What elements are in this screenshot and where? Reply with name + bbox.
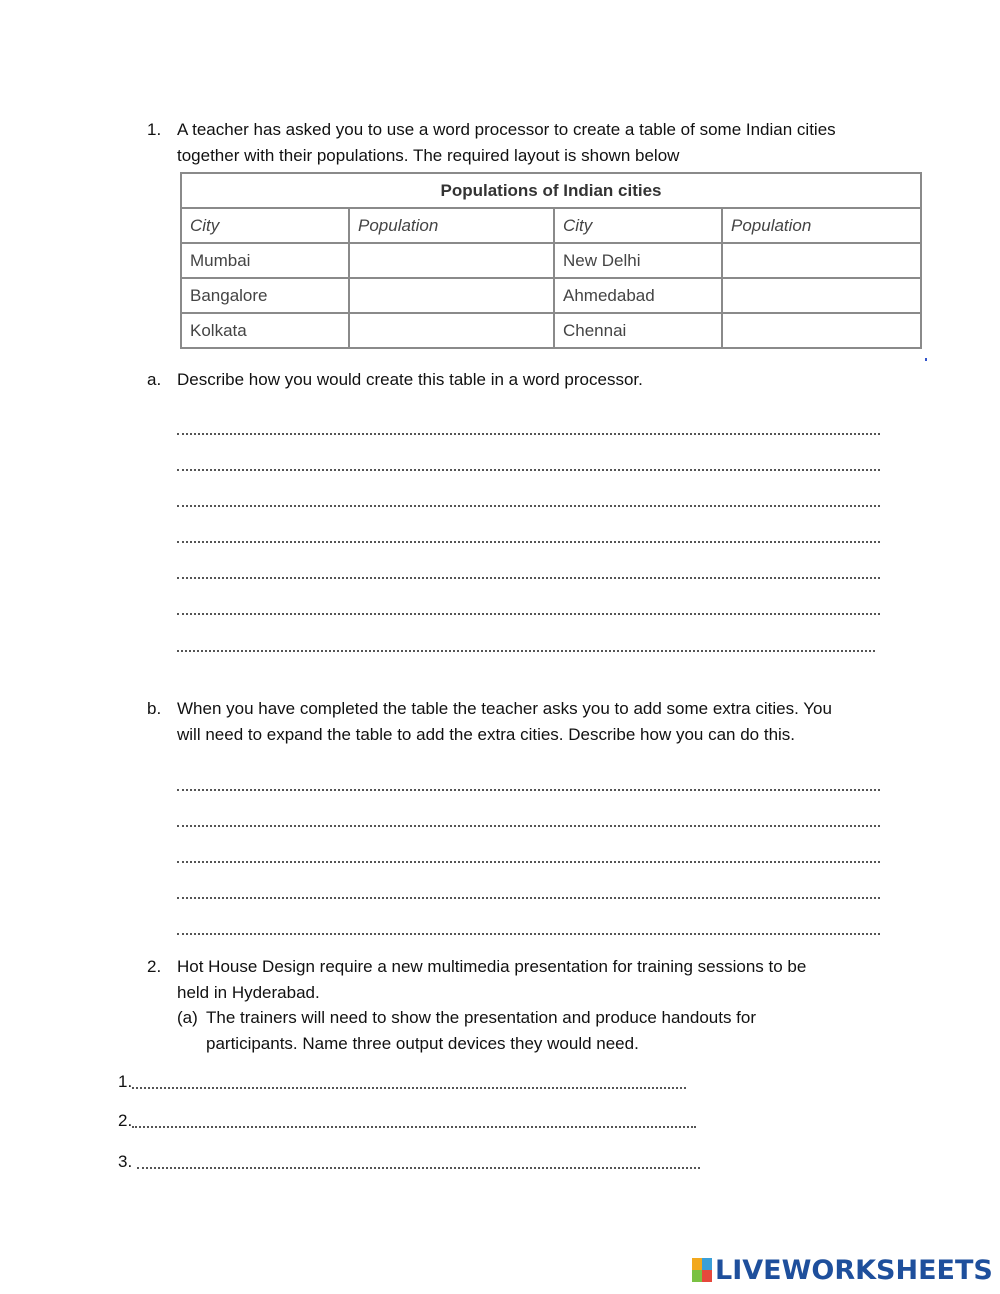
question-2-text-line2: held in Hyderabad. [177, 983, 320, 1002]
table-header-population-1: Population [349, 208, 554, 243]
answer-line-a-2[interactable] [177, 469, 880, 471]
liveworksheets-logo [692, 1255, 993, 1285]
part-a-text: Describe how you would create this table in a word processor. [177, 370, 643, 389]
table-header-city-1: City [181, 208, 349, 243]
question-2-text-line1: Hot House Design require a new multimedia presentation for training sessions to be [177, 957, 807, 976]
logo-text: LIVEWORKSHEETS [715, 1254, 993, 1286]
table-cell [722, 243, 921, 278]
answer-line-a-1[interactable] [177, 433, 880, 435]
answer-1-line[interactable] [132, 1087, 686, 1089]
answer-line-b-3[interactable] [177, 861, 880, 863]
question-1-number: 1. [147, 120, 162, 139]
answer-line-a-4[interactable] [177, 541, 880, 543]
table-cell: Kolkata [181, 313, 349, 348]
table-row [181, 313, 921, 348]
answer-line-b-4[interactable] [177, 897, 880, 899]
populations-table [180, 172, 922, 349]
liveworksheets-logo-icon [692, 1258, 712, 1282]
stray-mark [925, 358, 927, 361]
answer-line-a-7[interactable] [177, 650, 875, 652]
answer-3-line[interactable] [137, 1167, 700, 1169]
part-b-text-line2: will need to expand the table to add the extra cities. Describe how you can do this. [177, 725, 796, 744]
table-row [181, 278, 921, 313]
table-cell: Chennai [554, 313, 722, 348]
answer-3-label: 3. [118, 1152, 133, 1171]
table-header-population-2: Population [722, 208, 921, 243]
question-2a-text-line2: participants. Name three output devices they would need. [206, 1034, 639, 1053]
question-2a-label: (a) [177, 1008, 198, 1027]
table-cell [349, 313, 554, 348]
answer-2-label: 2. [118, 1111, 133, 1130]
table-cell [722, 278, 921, 313]
table-cell: New Delhi [554, 243, 722, 278]
answer-line-b-5[interactable] [177, 933, 880, 935]
table-cell [349, 278, 554, 313]
question-2a-text-line1: The trainers will need to show the presentation and produce handouts for [206, 1008, 757, 1027]
answer-1-label: 1. [118, 1072, 133, 1091]
question-2-number: 2. [147, 957, 162, 976]
table-cell [722, 313, 921, 348]
answer-line-b-1[interactable] [177, 789, 880, 791]
question-1-text-line1: A teacher has asked you to use a word processor to create a table of some Indian cities [177, 120, 836, 139]
answer-line-a-6[interactable] [177, 613, 880, 615]
table-cell: Bangalore [181, 278, 349, 313]
answer-2-line[interactable] [132, 1126, 696, 1128]
table-row [181, 243, 921, 278]
table-cell: Ahmedabad [554, 278, 722, 313]
table-title: Populations of Indian cities [181, 173, 921, 208]
answer-line-a-5[interactable] [177, 577, 880, 579]
answer-line-b-2[interactable] [177, 825, 880, 827]
part-b-text-line1: When you have completed the table the teacher asks you to add some extra cities. You [177, 699, 832, 718]
part-b-label: b. [147, 699, 162, 718]
answer-line-a-3[interactable] [177, 505, 880, 507]
table-header-city-2: City [554, 208, 722, 243]
table-cell: Mumbai [181, 243, 349, 278]
question-1-text-line2: together with their populations. The required layout is shown below [177, 146, 680, 165]
part-a-label: a. [147, 370, 162, 389]
table-cell [349, 243, 554, 278]
